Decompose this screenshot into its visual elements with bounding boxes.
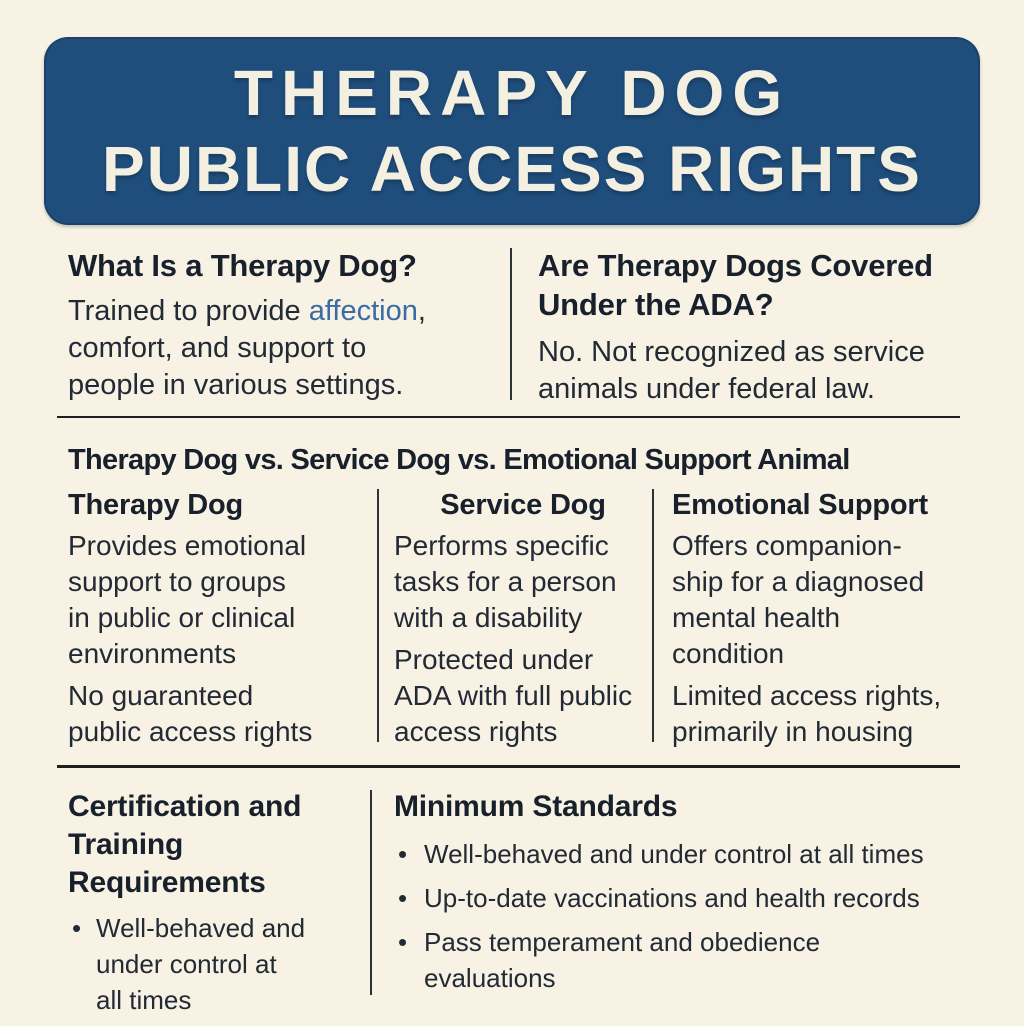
ada-coverage-section <box>538 246 962 408</box>
bullet-item: • Well-behaved and under control at all times <box>394 836 929 872</box>
comparison-divider-2 <box>652 489 654 742</box>
column-point: Limited access rights, primarily in housing <box>672 680 942 747</box>
column-header-service-dog: Service Dog <box>440 489 606 521</box>
ada-heading: Are Therapy Dogs Covered Under the ADA? <box>538 248 933 322</box>
comparison-divider-1 <box>377 489 379 742</box>
minimum-standards-heading: Minimum Standards <box>394 790 678 823</box>
ada-body: No. Not recognized as service animals under federal law. <box>538 336 925 405</box>
certification-heading: Certification and Training Requirements <box>68 790 302 899</box>
bullet-item: • Well-behaved and under control at all times <box>68 910 307 1018</box>
banner-title-line1: THERAPY DOG <box>233 57 791 129</box>
body-text-prefix: Trained to provide <box>68 295 309 327</box>
column-point: Offers companion-ship for a diagnosed mental health condition <box>672 530 925 669</box>
column-point: Protected under ADA with full public access rights <box>394 644 633 747</box>
minimum-standards-section <box>394 788 960 1004</box>
section-divider-bottom <box>57 765 960 768</box>
column-header-emotional-support: Emotional Support <box>672 489 928 521</box>
certification-bullet-list <box>68 910 358 1018</box>
minimum-standards-bullet-list <box>394 836 960 996</box>
section-divider-top <box>57 416 960 418</box>
what-is-body <box>68 293 452 404</box>
column-point: Provides emotional support to groups in public or clinical environments <box>68 530 307 669</box>
bullet-item: • Pass temperament and obedience evaluations <box>394 924 864 996</box>
affection-highlight: affection <box>308 295 418 327</box>
column-point: No guaranteed public access rights <box>68 680 313 747</box>
comparison-column-service-dog <box>394 486 652 756</box>
comparison-column-emotional-support <box>672 486 947 756</box>
what-is-heading: What Is a Therapy Dog? <box>68 248 417 283</box>
comparison-column-therapy-dog <box>68 486 314 756</box>
bullet-item: • Up-to-date vaccinations and health records <box>394 880 929 916</box>
bottom-vertical-divider <box>370 790 372 995</box>
column-header-therapy-dog: Therapy Dog <box>68 489 244 521</box>
what-is-therapy-dog-section <box>68 246 492 404</box>
banner-title-line2: PUBLIC ACCESS RIGHTS <box>102 133 922 205</box>
certification-section <box>68 788 358 1026</box>
intro-vertical-divider <box>510 248 512 400</box>
body-text-suffix: , comfort, and support to people in various settings. <box>68 295 426 401</box>
header-banner <box>44 37 980 225</box>
column-point: Performs specific tasks for a person with a disability <box>394 530 617 633</box>
comparison-title: Therapy Dog vs. Service Dog vs. Emotional Support Animal <box>68 444 850 476</box>
